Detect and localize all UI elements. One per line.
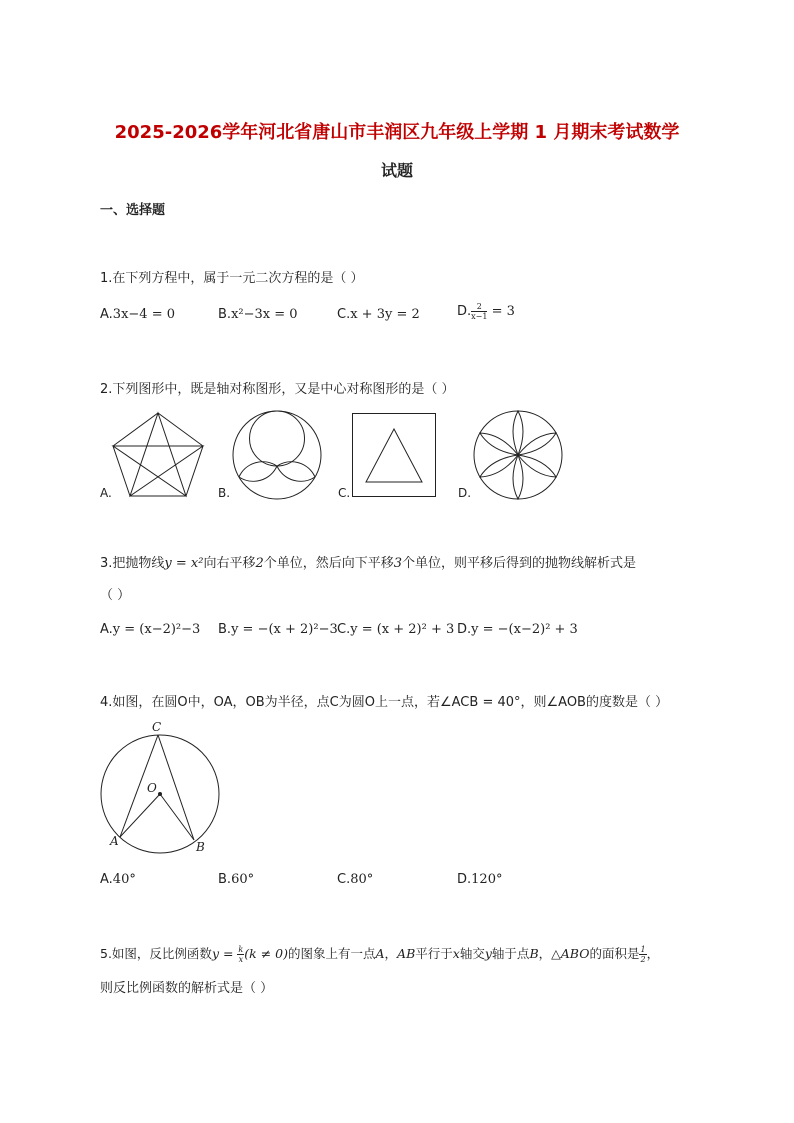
- option-c[interactable]: C.y = (x + 2)² + 3: [337, 622, 455, 637]
- option-d[interactable]: D.y = −(x−2)² + 3: [457, 622, 578, 637]
- circle-inscribed-angle-figure: [100, 718, 230, 863]
- option-d[interactable]: D.120°: [457, 872, 503, 887]
- page-title: 2025-2026学年河北省唐山市丰润区九年级上学期 1 月期末考试数学: [114, 122, 680, 143]
- point-label-b: B: [196, 840, 205, 854]
- option-b[interactable]: B.x²−3x = 0: [218, 307, 298, 322]
- figure-label-d[interactable]: D.: [458, 486, 472, 500]
- fraction: $\frac{2}{x-1}$: [471, 302, 488, 321]
- pentagram-figure: [110, 410, 206, 498]
- question-5-line2: 则反比例函数的解析式是（ ）: [100, 981, 274, 996]
- option-c[interactable]: C.x + 3y = 2: [337, 307, 420, 322]
- option-b[interactable]: B.y = −(x + 2)²−3: [218, 622, 338, 637]
- question-4-stem: 4.如图，在圆O中，OA，OB为半径，点C为圆O上一点，若∠ACB = 40°，则∠AOB的度数是（ ）: [100, 695, 669, 710]
- option-a[interactable]: A.y = (x−2)²−3: [100, 622, 201, 637]
- question-1-options: [100, 302, 700, 327]
- three-petal-circle-figure: [232, 410, 322, 500]
- option-c[interactable]: C.80°: [337, 872, 374, 887]
- figure-label-b[interactable]: B.: [218, 486, 231, 500]
- question-3-options: [100, 622, 700, 642]
- page-title-line2: 试题: [380, 161, 413, 180]
- figure-label-a[interactable]: A.: [100, 486, 112, 500]
- question-1-stem: 1.在下列方程中，属于一元二次方程的是（ ）: [100, 271, 364, 286]
- point-label-a: A: [110, 834, 119, 848]
- section-heading-choice: 一、选择题: [100, 203, 166, 218]
- option-b[interactable]: B.60°: [218, 872, 255, 887]
- option-a[interactable]: A.3x−4 = 0: [100, 307, 175, 322]
- question-5-stem: 5.如图，反比例函数y = $\frac{k}{x}$ (k ≠ 0)的图象上有一点A，AB平行于x轴交y轴于点B，△ABO的面积是 $\frac{1}{2}$ ，: [100, 945, 660, 964]
- figure-label-c[interactable]: C.: [338, 486, 351, 500]
- question-2-stem: 2.下列图形中，既是轴对称图形，又是中心对称图形的是（ ）: [100, 382, 455, 397]
- square-triangle-figure: [352, 413, 436, 497]
- fraction-k-over-x: $\frac{k}{x}$: [238, 945, 244, 964]
- option-a[interactable]: A.40°: [100, 872, 136, 887]
- six-petal-flower-figure: [473, 410, 563, 500]
- option-d[interactable]: D. $\frac{2}{x-1}$ = 3: [457, 302, 515, 321]
- point-label-o: O: [147, 781, 157, 795]
- question-3-blank: （ ）: [100, 588, 131, 603]
- fraction-one-half: $\frac{1}{2}$: [640, 945, 646, 964]
- question-3-stem: 3.把抛物线y = x²向右平移2个单位，然后向下平移3个单位，则平移后得到的抛物线解析式是: [100, 556, 637, 571]
- question-4-options: [100, 872, 700, 892]
- point-label-c: C: [152, 720, 162, 734]
